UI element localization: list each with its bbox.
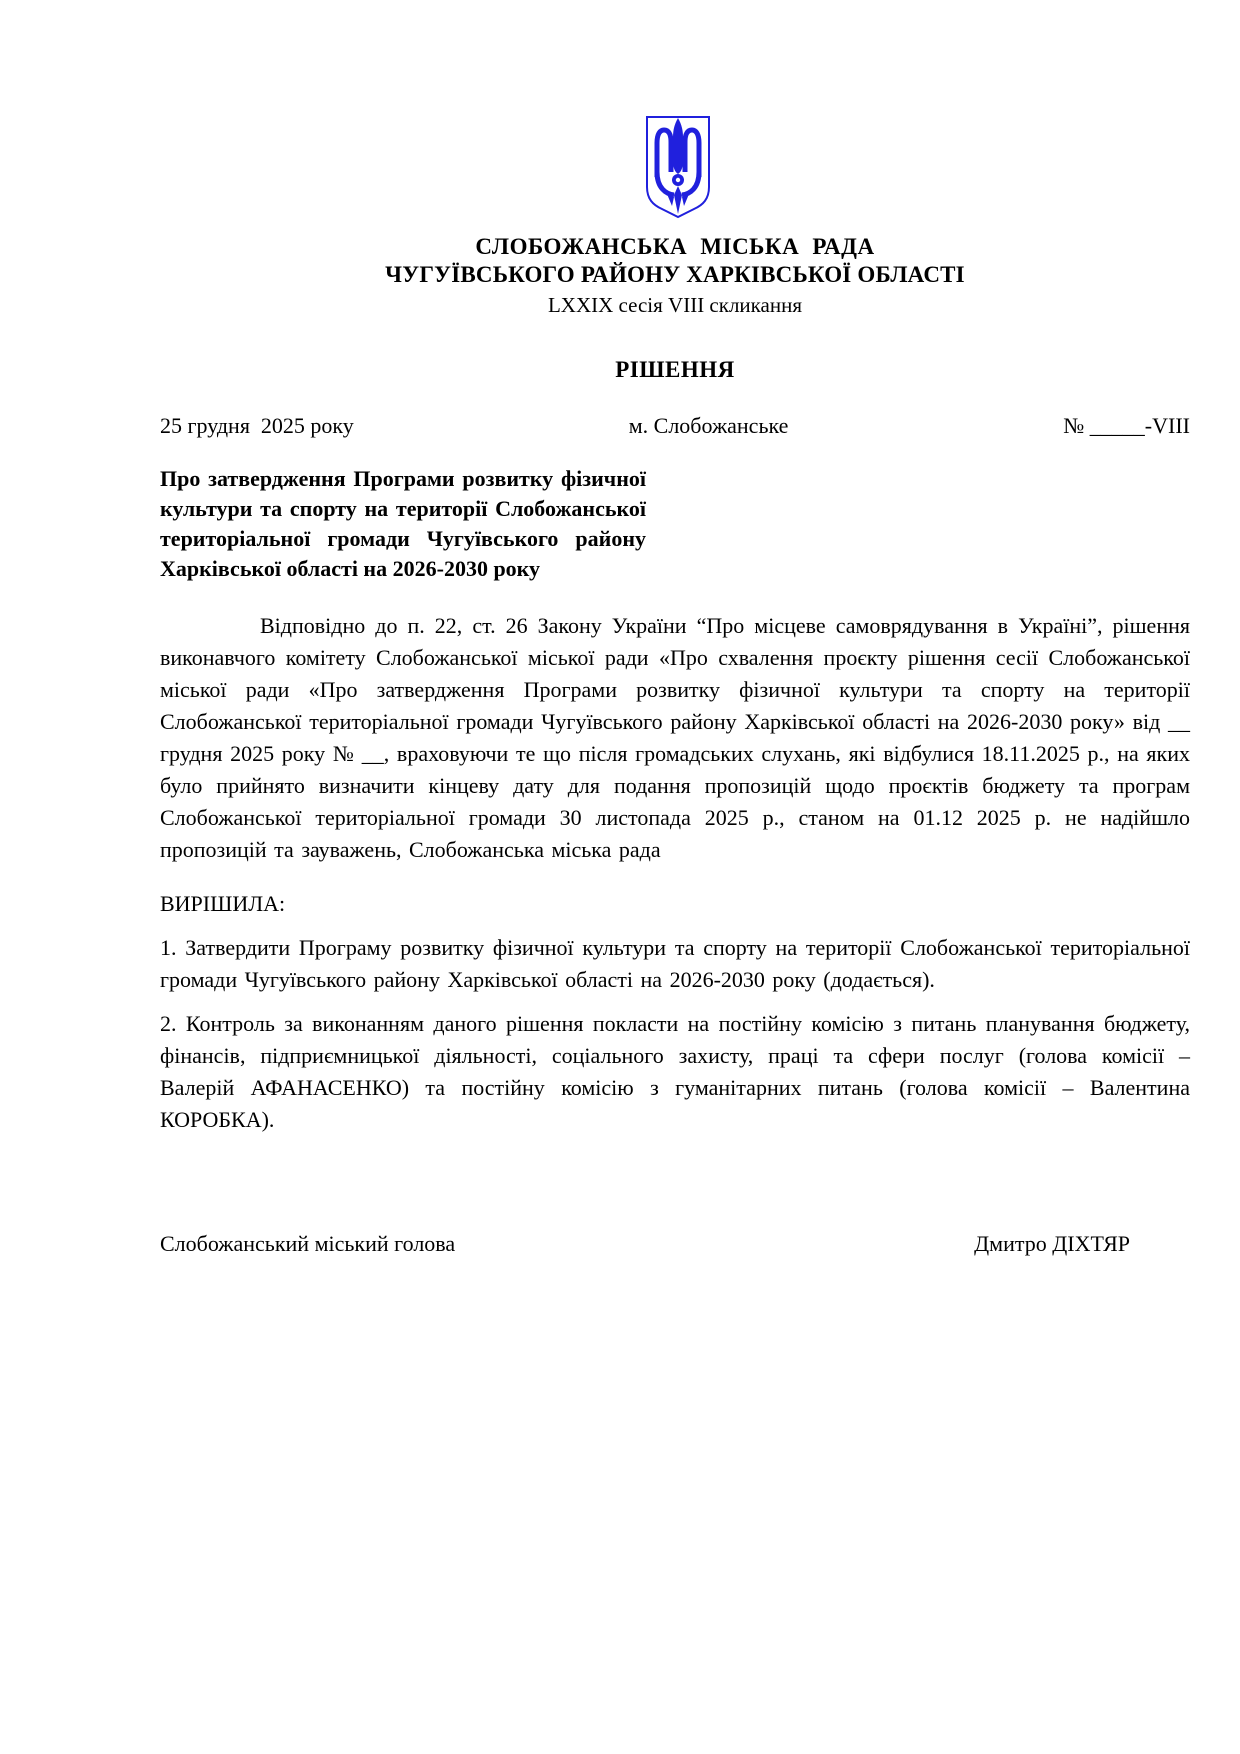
document-number: № _____-VIII (1063, 413, 1190, 438)
resolved-label: ВИРІШИЛА: (160, 891, 286, 916)
subject-paragraph: Про затвердження Програми розвитку фізичної культури та спорту на території Слобожанської територіальної громади Чугуївського району Харківської області на 2026-2030 року (160, 466, 646, 581)
document-place: м. Слобожанське (628, 413, 789, 438)
signer-name: Дмитро ДІХТЯР (974, 1231, 1130, 1256)
ukraine-trident-emblem-icon (644, 113, 712, 221)
document-header (160, 233, 1190, 318)
document-date: 25 грудня 2025 року (160, 413, 354, 438)
council-name: СЛОБОЖАНСЬКА МІСЬКА РАДА (475, 234, 875, 259)
signer-title: Слобожанський міський голова (160, 1231, 456, 1256)
session-line: LXXIX сесія VIII скликання (547, 293, 803, 317)
preamble-paragraph: Відповідно до п. 22, ст. 26 Закону України “Про місцеве самоврядування в Україні”, рішення виконавчого комітету Слобожанської міської ради «Про схвалення проєкту рішення сесії Слобожанської міської ради «Про затвердження Програми розвитку фізичної культури та спорту на території Слобожанської територіальної громади Чугуївського району Харківської області на 2026-2030 року» від __ грудня 2025 року № __, враховуючи те що після громадських слухань, які відбулися 18.11.2025 р., на яких було прийнято визначити кінцеву дату для подання пропозицій щодо проєктів бюджету та програм Слобожанської територіальної громади 30 листопада 2025 р., станом на 01.12 2025 р. не надійшло пропозицій та зауважень, Слобожанська міська рада (160, 613, 1190, 862)
signature-line (160, 1230, 1190, 1258)
document-type-title: РІШЕННЯ (615, 357, 735, 382)
document-content (0, 233, 1240, 1258)
resolution-item-2: 2. Контроль за виконанням даного рішення покласти на постійну комісію з питань планування бюджету, фінансів, підприємницької діяльності, соціального захисту, праці та сфери послуг (голова комісії – Валерій АФАНАСЕНКО) та постійну комісію з гуманітарних питань (голова комісії – Валентина КОРОБКА). (160, 1011, 1190, 1132)
resolution-item-1: 1. Затвердити Програму розвитку фізичної культури та спорту на території Слобожанської територіальної громади Чугуївського району Харківської області на 2026-2030 року (додається). (160, 935, 1190, 992)
district-name: ЧУГУЇВСЬКОГО РАЙОНУ ХАРКІВСЬКОЇ ОБЛАСТІ (385, 262, 965, 287)
meta-line (160, 412, 1190, 440)
